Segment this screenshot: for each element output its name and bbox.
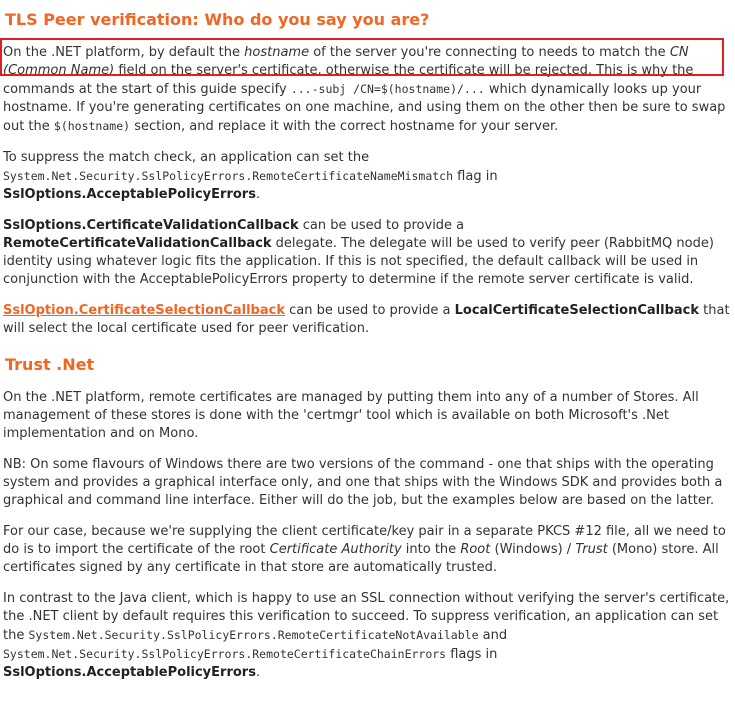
section-heading-tls-peer-verification: TLS Peer verification: Who do you say you are? (5, 10, 430, 29)
bold-certificate-validation-callback: SslOptions.CertificateValidationCallback (3, 218, 299, 233)
text: field on the server's certificate, otherwise the certificate will be rejected. This is why the commands at the start of this guide specify (3, 63, 694, 97)
text: of the server you're connecting to needs to match the (309, 45, 670, 60)
emphasis-trust: Trust (575, 542, 608, 557)
text: can be used to provide a (298, 218, 465, 233)
text: that will select the local certificate used for peer verification. (3, 303, 730, 336)
text: section, and replace it with the correct hostname for your server. (130, 119, 559, 134)
paragraph-validation-callback (3, 217, 733, 289)
text: flags in (446, 647, 498, 662)
code-name-mismatch: System.Net.Security.SslPolicyErrors.RemoteCertificateNameMismatch (3, 169, 454, 183)
bold-acceptable-policy-errors: SslOptions.AcceptablePolicyErrors (3, 665, 256, 680)
paragraph-hostname-match (3, 44, 733, 136)
text: In contrast to the Java client, which is happy to use an SSL connection without verifying the server's certificate, the .NET client by default requires this verification to succeed. To suppress verification, an application can set the (3, 591, 730, 643)
text: and (478, 628, 508, 643)
paragraph-nb-windows: NB: On some flavours of Windows there are two versions of the command - one that ships with the operating system and provides a graphical interface only, and one that ships with the Windows SDK and provides both a graphical and command line interface. Either will do the job, but the examples below are based on the latter. (3, 457, 723, 508)
code-certificate-chain-errors: System.Net.Security.SslPolicyErrors.RemoteCertificateChainErrors (3, 647, 447, 661)
text: . (255, 665, 261, 680)
link-certificate-selection-callback[interactable]: SslOption.CertificateSelectionCallback (3, 303, 285, 318)
emphasis-certificate-authority: Certificate Authority (269, 542, 402, 557)
paragraph-suppress-verification (3, 590, 733, 682)
emphasis-cn: CN (Common Name) (3, 45, 689, 78)
code-hostname: $(hostname) (53, 119, 131, 133)
text: . (255, 187, 261, 202)
text: (Windows) / (490, 542, 576, 557)
code-subj: ...-subj /CN=$(hostname)/... (290, 82, 485, 96)
text: For our case, because we're supplying the client certificate/key pair in a separate PKCS #12 file, all we need to do is to import the certificate of the root (3, 524, 726, 557)
emphasis-hostname: hostname (244, 45, 310, 60)
paragraph-selection-callback (3, 302, 733, 338)
text: can be used to provide a (284, 303, 455, 318)
section-heading-trust-net: Trust .Net (5, 355, 95, 374)
text: into the (401, 542, 461, 557)
bold-local-certificate-selection-callback: LocalCertificateSelectionCallback (454, 303, 700, 318)
text: delegate. The delegate will be used to verify peer (RabbitMQ node) identity using whatever logic fits the application. If this is not specified, the default callback will be used in conjunction with the AcceptablePolicyErrors property to determine if the remote server certificate is valid. (3, 236, 714, 287)
paragraph-suppress-match (3, 149, 733, 204)
text: (Mono) store. All certificates signed by any certificate in that store are automatically trusted. (3, 542, 719, 575)
document-content (3, 0, 733, 695)
text: On the .NET platform, by default the (3, 45, 245, 60)
paragraph-stores: On the .NET platform, remote certificates are managed by putting them into any of a number of Stores. All management of these stores is done with the 'certmgr' tool which is available on both Microsoft's .Net implementation and on Mono. (3, 390, 699, 441)
emphasis-root: Root (460, 542, 491, 557)
bold-acceptable-policy-errors: SslOptions.AcceptablePolicyErrors (3, 187, 256, 202)
text: To suppress the match check, an application can set the (3, 150, 370, 165)
bold-remote-certificate-validation-callback: RemoteCertificateValidationCallback (3, 236, 272, 251)
text: flag in (453, 169, 498, 184)
code-certificate-not-available: System.Net.Security.SslPolicyErrors.RemoteCertificateNotAvailable (28, 628, 479, 642)
text: which dynamically looks up your hostname. If you're generating certificates on one machine, and using them on the other then be sure to swap out the (3, 82, 726, 134)
paragraph-import-root-ca (3, 523, 733, 577)
